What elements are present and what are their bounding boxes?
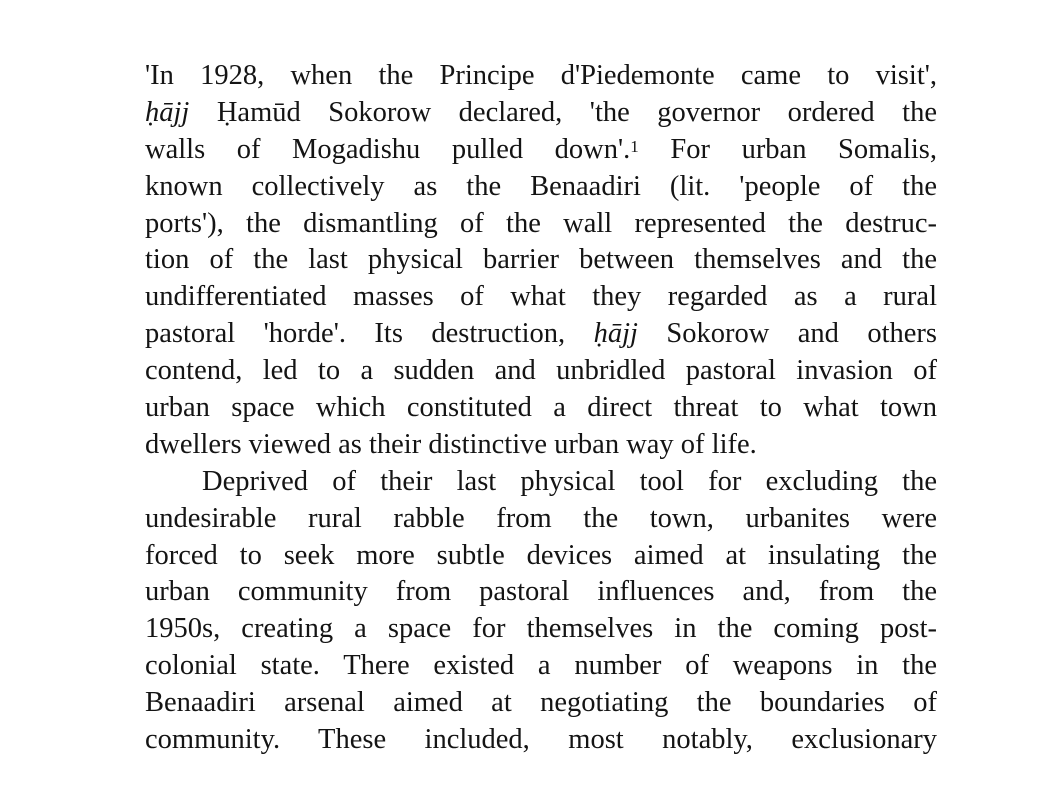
text-line: tion of the last physical barrier between themselves and the (145, 244, 937, 276)
footnote-marker: 1 (630, 136, 639, 156)
text-line: contend, led to a sudden and unbridled pastoral invasion of (145, 355, 937, 387)
text-line: ports'), the dismantling of the wall represented the destruc- (145, 207, 937, 239)
text-line: community. These included, most notably, exclusionary (145, 724, 937, 756)
text-line: 1950s, creating a space for themselves in the coming post- (145, 613, 937, 645)
italic-term: ḥājj (593, 318, 638, 350)
text-line: forced to seek more subtle devices aimed at insulating the (145, 539, 937, 571)
text-line: colonial state. There existed a number of weapons in the (145, 650, 937, 682)
text-line: known collectively as the Benaadiri (lit. 'people of the (145, 170, 937, 202)
text-line: dwellers viewed as their distinctive urban way of life. (145, 428, 757, 460)
paragraph-1 (145, 58, 937, 464)
text-line: urban space which constituted a direct threat to what town (145, 392, 937, 424)
text-line: 'In 1928, when the Principe d'Piedemonte came to visit', (145, 60, 937, 91)
text-line: pastoral 'horde'. Its destruction, ḥājj Sokorow and others (145, 318, 937, 350)
text-line: Benaadiri arsenal aimed at negotiating the boundaries of (145, 687, 937, 719)
text-line: Deprived of their last physical tool for excluding the (202, 465, 937, 497)
body-text (145, 58, 937, 759)
text-line: walls of Mogadishu pulled down'.$^1$ For urban Somalis, (145, 133, 938, 165)
text-line: urban community from pastoral influences and, from the (145, 576, 937, 608)
paragraph-2 (145, 464, 937, 759)
text-line: ḥājj Ḥamūd Sokorow declared, 'the governor ordered the (145, 96, 937, 128)
text-line: undesirable rural rabble from the town, urbanites were (145, 502, 937, 534)
italic-term: ḥājj (145, 96, 190, 128)
text-line: undifferentiated masses of what they regarded as a rural (145, 281, 937, 313)
